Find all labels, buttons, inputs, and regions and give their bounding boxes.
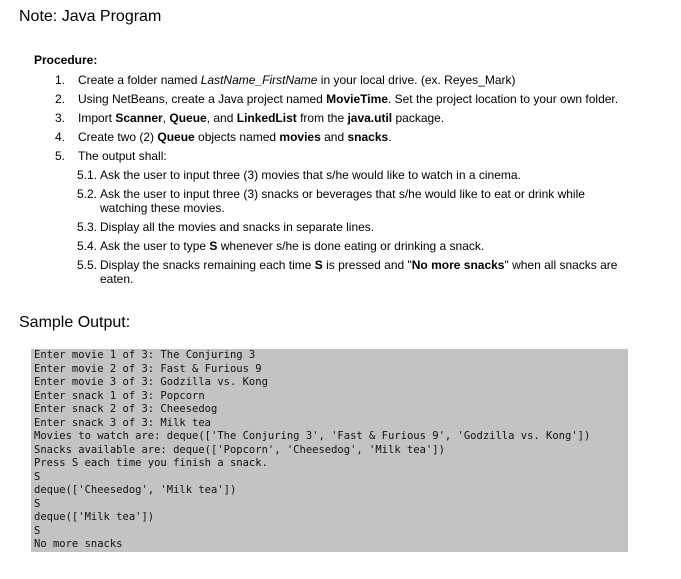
procedure-substep <box>34 258 634 286</box>
procedure-step-text: . Set the project location to your own folder. <box>387 92 619 106</box>
procedure-step-text: java.util <box>347 111 393 125</box>
procedure-substep-text: S <box>314 258 323 272</box>
procedure-step-text: LinkedList <box>236 111 297 125</box>
procedure-step <box>34 92 634 106</box>
procedure-step-text: snacks <box>347 130 389 144</box>
procedure-step-text: LastName_FirstName <box>200 73 318 87</box>
procedure-section <box>34 53 634 291</box>
procedure-substep <box>34 168 634 182</box>
procedure-substep-text: " when all snacks are eaten. <box>100 258 618 286</box>
procedure-substep-number: 5.2. <box>77 187 98 201</box>
procedure-substep <box>34 220 634 234</box>
procedure-substep-text: is pressed and " <box>322 258 412 272</box>
console-line: Enter snack 2 of 3: Cheesedog <box>34 403 218 415</box>
procedure-step-number: 4. <box>55 130 66 144</box>
console-line: S <box>34 470 41 483</box>
procedure-step-text: Using NetBeans, create a Java project named <box>78 92 327 106</box>
procedure-step-number: 5. <box>55 149 66 163</box>
console-line: Enter movie 2 of 3: Fast & Furious 9 <box>34 362 262 375</box>
console-line: Movies to watch are: deque(['The Conjuring 3', 'Fast & Furious 9', 'Godzilla vs. Kong']) <box>34 430 591 442</box>
procedure-heading: Procedure: <box>34 53 98 67</box>
procedure-step-number: 1. <box>55 73 66 87</box>
console-output-panel <box>31 349 628 552</box>
procedure-substep-text: Display the snacks remaining each time <box>100 258 315 272</box>
sample-output-title: Sample Output: <box>19 314 131 331</box>
console-line: Press S each time you finish a snack. <box>34 457 268 469</box>
procedure-step-text: , <box>162 111 170 125</box>
console-line: S <box>34 497 41 510</box>
procedure-step-text: . <box>388 130 392 144</box>
procedure-step-text: Scanner <box>115 111 163 125</box>
procedure-step <box>34 73 634 87</box>
procedure-substep <box>34 187 634 215</box>
procedure-substep-number: 5.5. <box>77 258 98 272</box>
procedure-step-text: Import <box>78 111 116 125</box>
procedure-substeps-list <box>34 168 634 286</box>
console-line: deque(['Cheesedog', 'Milk tea']) <box>34 484 237 496</box>
procedure-step-text: from the <box>296 111 348 125</box>
procedure-step-text: movies <box>279 130 321 144</box>
console-line: Enter movie 1 of 3: The Conjuring 3 <box>34 349 256 361</box>
console-line: Enter movie 3 of 3: Godzilla vs. Kong <box>34 376 268 388</box>
procedure-substep-text: Ask the user to input three (3) snacks or beverages that s/he would like to eat or drink while watching these movies. <box>100 187 585 215</box>
procedure-substep-text: Ask the user to input three (3) movies that s/he would like to watch in a cinema. <box>100 168 521 182</box>
procedure-step-number: 3. <box>55 111 66 125</box>
procedure-substep <box>34 239 634 253</box>
procedure-step <box>34 149 634 163</box>
procedure-substep-text: Ask the user to type <box>100 239 210 253</box>
procedure-step-text: Create two (2) <box>78 130 158 144</box>
procedure-step-text: , and <box>206 111 237 125</box>
procedure-substep-text: S <box>209 239 218 253</box>
procedure-substep-number: 5.4. <box>77 239 98 253</box>
console-line: S <box>34 524 41 537</box>
console-line: Enter snack 1 of 3: Popcorn <box>34 389 205 402</box>
procedure-step-text: The output shall: <box>78 149 167 163</box>
console-line: Enter snack 3 of 3: Milk tea <box>34 416 212 429</box>
procedure-substep-text: Display all the movies and snacks in separate lines. <box>100 220 375 234</box>
procedure-step-text: Queue <box>157 130 195 144</box>
console-line: No more snacks <box>34 538 123 550</box>
console-line: deque(['Milk tea']) <box>34 511 155 523</box>
procedure-step <box>34 111 634 125</box>
procedure-substep-number: 5.3. <box>77 220 98 234</box>
console-line: Snacks available are: deque(['Popcorn', 'Cheesedog', 'Milk tea']) <box>34 443 445 456</box>
procedure-step-text: Create a folder named <box>78 73 201 87</box>
procedure-step-text: in your local drive. (ex. Reyes_Mark) <box>317 73 516 87</box>
procedure-step-text: package. <box>392 111 445 125</box>
procedure-steps-list <box>34 73 634 163</box>
procedure-step-number: 2. <box>55 92 66 106</box>
procedure-substep-number: 5.1. <box>77 168 98 182</box>
procedure-step-text: MovieTime <box>326 92 388 106</box>
note-title: Note: Java Program <box>19 8 162 25</box>
procedure-step <box>34 130 634 144</box>
procedure-substep-text: whenever s/he is done eating or drinking a snack. <box>217 239 485 253</box>
procedure-step-text: objects named <box>194 130 280 144</box>
procedure-step-text: Queue <box>169 111 207 125</box>
procedure-step-text: and <box>320 130 348 144</box>
procedure-substep-text: No more snacks <box>411 258 505 272</box>
